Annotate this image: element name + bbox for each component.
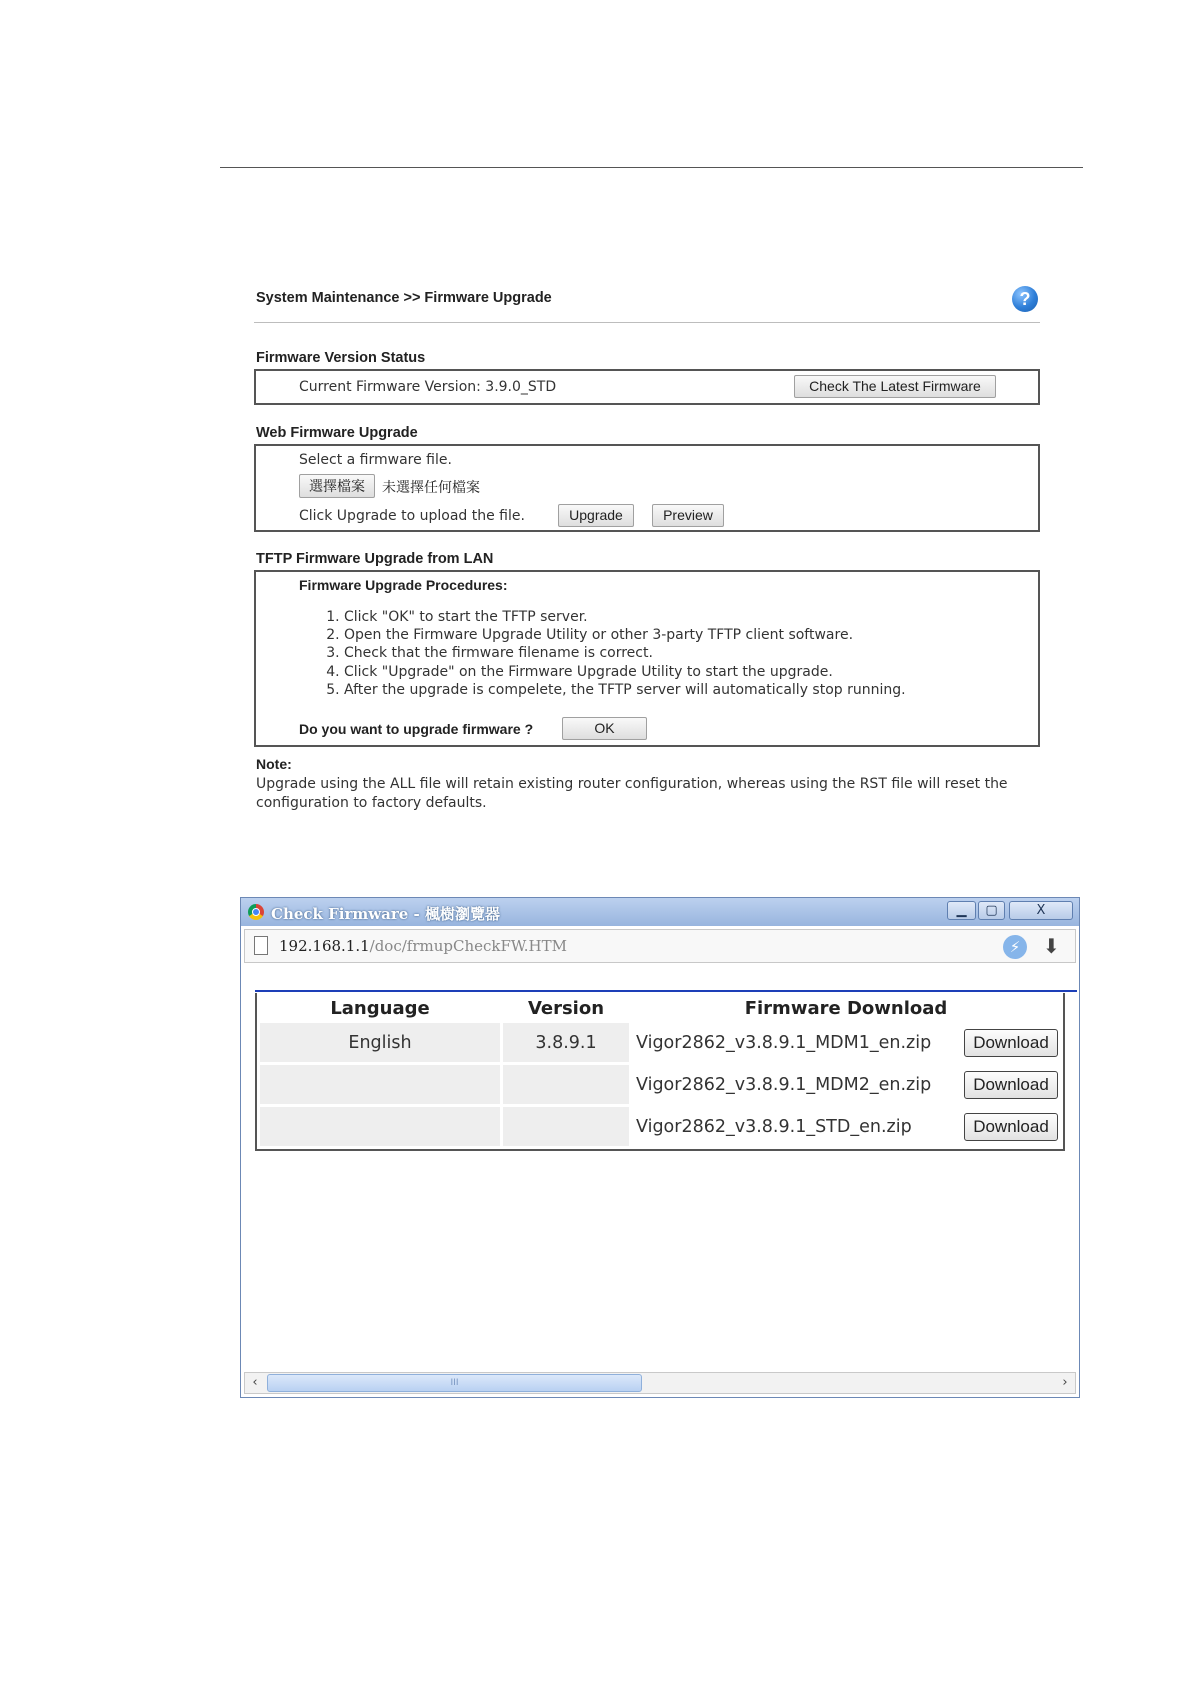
lightning-icon[interactable]: ⚡ — [1003, 935, 1027, 959]
scrollbar-thumb[interactable]: III — [267, 1374, 642, 1392]
section-title-tftp-upgrade: TFTP Firmware Upgrade from LAN — [256, 551, 494, 567]
procedure-step: 4. Click "Upgrade" on the Firmware Upgrade Utility to start the upgrade. — [344, 663, 906, 681]
web-firmware-upgrade-section — [254, 425, 1040, 532]
help-icon[interactable]: ? — [1012, 286, 1038, 312]
table-row — [260, 1023, 1060, 1062]
table-row — [260, 1107, 1060, 1146]
url-text[interactable] — [279, 937, 567, 955]
download-cell — [962, 1065, 1060, 1104]
procedure-step: 3. Check that the firmware filename is correct. — [344, 644, 906, 662]
scroll-left-arrow-icon[interactable]: ‹ — [252, 1375, 258, 1390]
url-path: /doc/frmupCheckFW.HTM — [369, 937, 567, 955]
page-header — [254, 280, 1040, 323]
address-bar[interactable] — [244, 929, 1076, 963]
download-button[interactable]: Download — [964, 1113, 1058, 1141]
download-cell — [962, 1023, 1060, 1062]
language-cell — [260, 1065, 500, 1104]
column-header-version: Version — [527, 997, 605, 1019]
procedures-title: Firmware Upgrade Procedures: — [299, 577, 508, 593]
procedure-step: 2. Open the Firmware Upgrade Utility or other 3-party TFTP client software. — [344, 626, 906, 644]
firmware-file-cell: Vigor2862_v3.8.9.1_MDM1_en.zip — [632, 1023, 959, 1062]
version-cell: 3.8.9.1 — [503, 1023, 629, 1062]
download-button[interactable]: Download — [964, 1029, 1058, 1057]
section-title-version-status: Firmware Version Status — [256, 350, 426, 366]
select-file-label: Select a firmware file. — [299, 452, 452, 468]
check-latest-firmware-button[interactable]: Check The Latest Firmware — [794, 375, 996, 398]
note-title: Note: — [256, 756, 292, 772]
window-titlebar[interactable] — [241, 898, 1079, 926]
upgrade-button[interactable]: Upgrade — [558, 504, 634, 527]
version-cell — [503, 1107, 629, 1146]
tftp-upgrade-box — [254, 570, 1040, 747]
column-header-firmware-download: Firmware Download — [744, 997, 948, 1019]
check-firmware-window — [240, 897, 1080, 1398]
url-host: 192.168.1.1 — [279, 937, 370, 955]
table-header-row — [260, 996, 1060, 1020]
web-upgrade-box — [254, 444, 1040, 532]
firmware-file-cell: Vigor2862_v3.8.9.1_MDM2_en.zip — [632, 1065, 959, 1104]
content-top-rule — [255, 990, 1077, 992]
choose-file-button[interactable]: 選擇檔案 — [299, 474, 375, 498]
close-button[interactable]: X — [1009, 901, 1073, 920]
minimize-button[interactable]: ▁ — [947, 901, 976, 920]
download-arrow-icon[interactable]: ⬇ — [1043, 934, 1060, 958]
upload-instruction: Click Upgrade to upload the file. — [299, 508, 525, 524]
upgrade-question: Do you want to upgrade firmware ? — [299, 721, 534, 737]
download-cell — [962, 1107, 1060, 1146]
procedure-step: 5. After the upgrade is compelete, the TFTP server will automatically stop running. — [344, 681, 906, 699]
firmware-upgrade-page — [254, 280, 1040, 812]
breadcrumb: System Maintenance >> Firmware Upgrade — [256, 290, 552, 306]
language-cell — [260, 1107, 500, 1146]
horizontal-scrollbar[interactable] — [244, 1372, 1076, 1394]
page-top-rule — [220, 167, 1083, 168]
version-status-box — [254, 369, 1040, 405]
firmware-file-cell: Vigor2862_v3.8.9.1_STD_en.zip — [632, 1107, 959, 1146]
current-firmware-version: Current Firmware Version: 3.9.0_STD — [299, 379, 557, 395]
table-row — [260, 1065, 1060, 1104]
procedure-step: 1. Click "OK" to start the TFTP server. — [344, 608, 906, 626]
note-text: Upgrade using the ALL file will retain existing router configuration, whereas using the RST file will reset the configuration to factory defaults. — [256, 776, 1008, 811]
column-header-language: Language — [330, 997, 430, 1019]
firmware-version-status-section — [254, 350, 1040, 405]
page-icon — [254, 936, 268, 955]
tftp-upgrade-section — [254, 551, 1040, 747]
preview-button[interactable]: Preview — [652, 504, 724, 527]
maximize-button[interactable]: ▢ — [978, 901, 1005, 920]
firmware-download-table — [255, 993, 1065, 1151]
version-cell — [503, 1065, 629, 1104]
no-file-selected-label: 未選擇任何檔案 — [382, 480, 480, 496]
browser-logo-icon — [248, 904, 264, 920]
section-title-web-upgrade: Web Firmware Upgrade — [256, 425, 418, 441]
window-title: Check Firmware - 楓樹瀏覽器 — [271, 905, 501, 923]
procedure-steps — [322, 608, 906, 699]
download-button[interactable]: Download — [964, 1071, 1058, 1099]
ok-button[interactable]: OK — [562, 717, 647, 740]
scroll-right-arrow-icon[interactable]: › — [1062, 1375, 1068, 1390]
language-cell: English — [260, 1023, 500, 1062]
